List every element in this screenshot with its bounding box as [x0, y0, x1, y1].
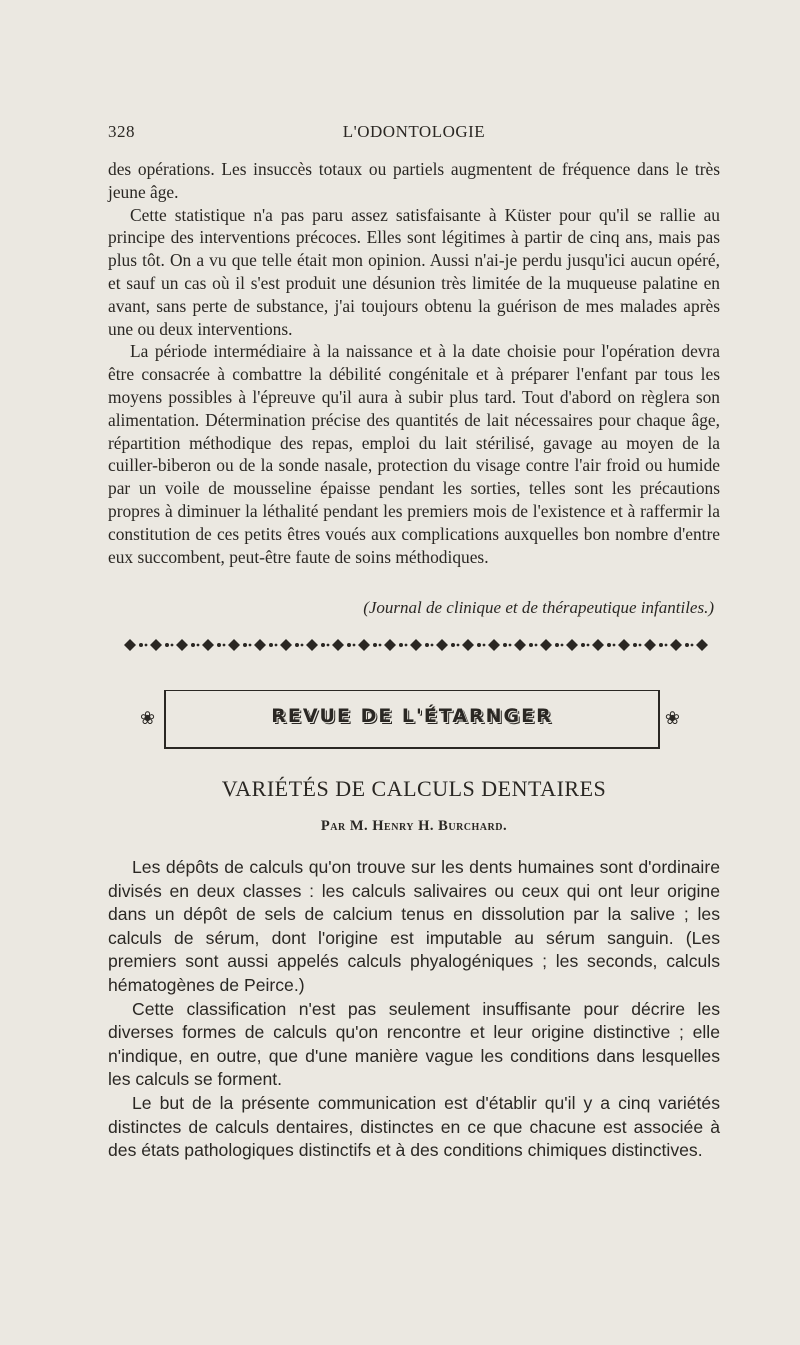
- paragraph: Les dépôts de calculs qu'on trouve sur les dents humaines sont d'ordinaire divisés en deux classes : les calculs salivaires ou ceux qui ont leur origine dans un dépôt de sels de calcium tenus en dissolution par la salive ; les calculs de sérum, dont l'origine est imputable au sérum sanguin. (Les premiers sont aussi appelés calculs phyalogéniques ; les seconds, calculs hématogènes de Peirce.): [108, 857, 720, 995]
- page-header: [108, 122, 720, 148]
- running-title: L'ODONTOLOGIE: [342, 122, 486, 141]
- section-banner: [140, 680, 680, 760]
- body-text-top: [108, 158, 720, 568]
- paragraph: Cette classification n'est pas seulement insuffisante pour décrire les diverses formes de calculs qu'on rencontre et leur origine distinctive ; elle n'indique, en outre, que d'une manière vague les conditions dans lesquelles les calculs se forment.: [108, 998, 720, 1090]
- section-banner-title: REVUE DE L'ÉTARNGER: [271, 705, 553, 727]
- paragraph: des opérations. Les insuccès totaux ou partiels augmentent de fréquence dans le très jeune âge.: [108, 159, 720, 202]
- fleuron-left-icon: ❀: [140, 708, 156, 728]
- paragraph: Cette statistique n'a pas paru assez satisfaisante à Küster pour qu'il se rallie au principe des interventions précoces. Elles sont légitimes à partir de cinq ans, mais pas plus tôt. On a vu que telle était mon opinion. Aussi n'ai-je perdu jusqu'ici aucun opéré, et sauf un cas où il s'est produit une désunion très limitée de la muqueuse palatine en avant, sans perte de substance, j'ai toujours obtenu la guérison de mes malades après une ou deux interventions.: [108, 204, 720, 339]
- source-citation: (Journal de clinique et de thérapeutique infantiles.): [363, 598, 714, 617]
- article-title: VARIÉTÉS DE CALCULS DENTAIRES: [221, 776, 607, 801]
- article-byline: Par M. Henry H. Burchard.: [320, 818, 508, 834]
- body-text-bottom: [108, 856, 720, 1163]
- paragraph: Le but de la présente communication est d'établir qu'il y a cinq variétés distinctes de calculs dentaires, distinctes en ce que chacune est associée à des états pathologiques distinctifs et à des conditions chimiques distinctives.: [108, 1092, 720, 1161]
- banner-frame: [164, 690, 660, 749]
- page-number: 328: [108, 122, 135, 141]
- fleuron-right-icon: ❀: [664, 708, 680, 728]
- paragraph: La période intermédiaire à la naissance et à la date choisie pour l'opération devra être consacrée à combattre la débilité congénitale et à préparer l'enfant par tous les moyens possibles à l'épreuve qu'il aura à subir plus tard. Tout d'abord on règlera son alimentation. Détermination précise des quantités de lait nécessaires pour chaque âge, répartition méthodique des repas, emploi du lait stérilisé, gavage au moyen de la cuiller-biberon ou de la sonde nasale, protection du visage contre l'air froid ou humide par un voile de mousseline épaisse pendant les sorties, telles sont les précautions propres à diminuer la léthalité pendant les premiers mois de l'existence et à raffermir la constitution de ces petits êtres voués aux complications auxquelles bon nombre d'entre eux succombent, peut-être faute de soins méthodiques.: [108, 341, 720, 567]
- fleuron-rule-icon: [118, 636, 710, 654]
